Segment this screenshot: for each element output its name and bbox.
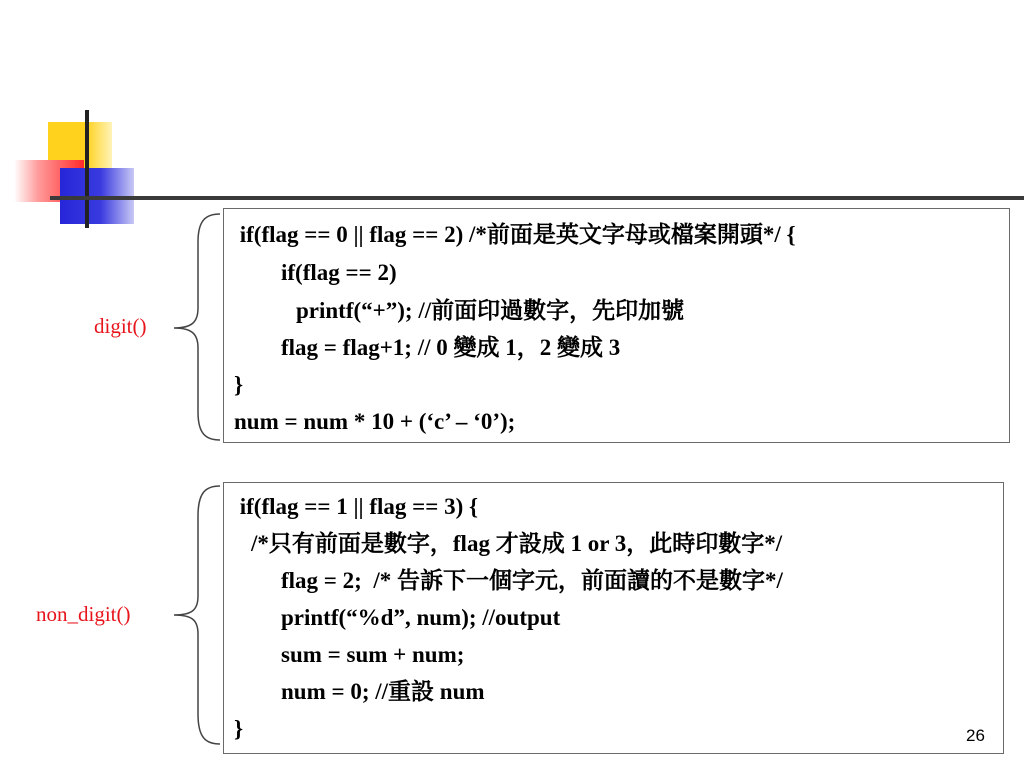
code-line: num = 0; //重設 num <box>281 679 485 704</box>
code-line: printf(“+”); //前面印過數字，先印加號 <box>296 298 685 323</box>
code-line: if(flag == 1 || flag == 3) { <box>234 494 479 519</box>
code-line: } <box>234 372 244 397</box>
code-line: if(flag == 0 || flag == 2) /*前面是英文字母或檔案開頭*/ { <box>234 222 796 247</box>
code-line: printf(“%d”, num); //output <box>281 605 561 630</box>
code-line: /*只有前面是數字，flag 才設成 1 or 3，此時印數字*/ <box>251 531 783 556</box>
decor-vertical-line <box>85 110 89 228</box>
title-underline <box>50 196 1024 200</box>
digit-label: digit() <box>94 314 147 338</box>
code-line: num = num * 10 + (‘c’ – ‘0’); <box>234 409 516 434</box>
code-line: } <box>234 716 244 741</box>
non-digit-label: non_digit() <box>36 602 131 626</box>
code-line: flag = flag+1; // 0 變成 1，2 變成 3 <box>281 335 621 360</box>
left-brace-icon <box>168 212 224 442</box>
code-line: sum = sum + num; <box>281 642 465 667</box>
code-line: flag = 2; /* 告訴下一個字元，前面讀的不是數字*/ <box>281 568 783 593</box>
code-line: if(flag == 2) <box>281 260 397 285</box>
left-brace-icon <box>168 484 224 746</box>
page-number: 26 <box>966 726 985 745</box>
